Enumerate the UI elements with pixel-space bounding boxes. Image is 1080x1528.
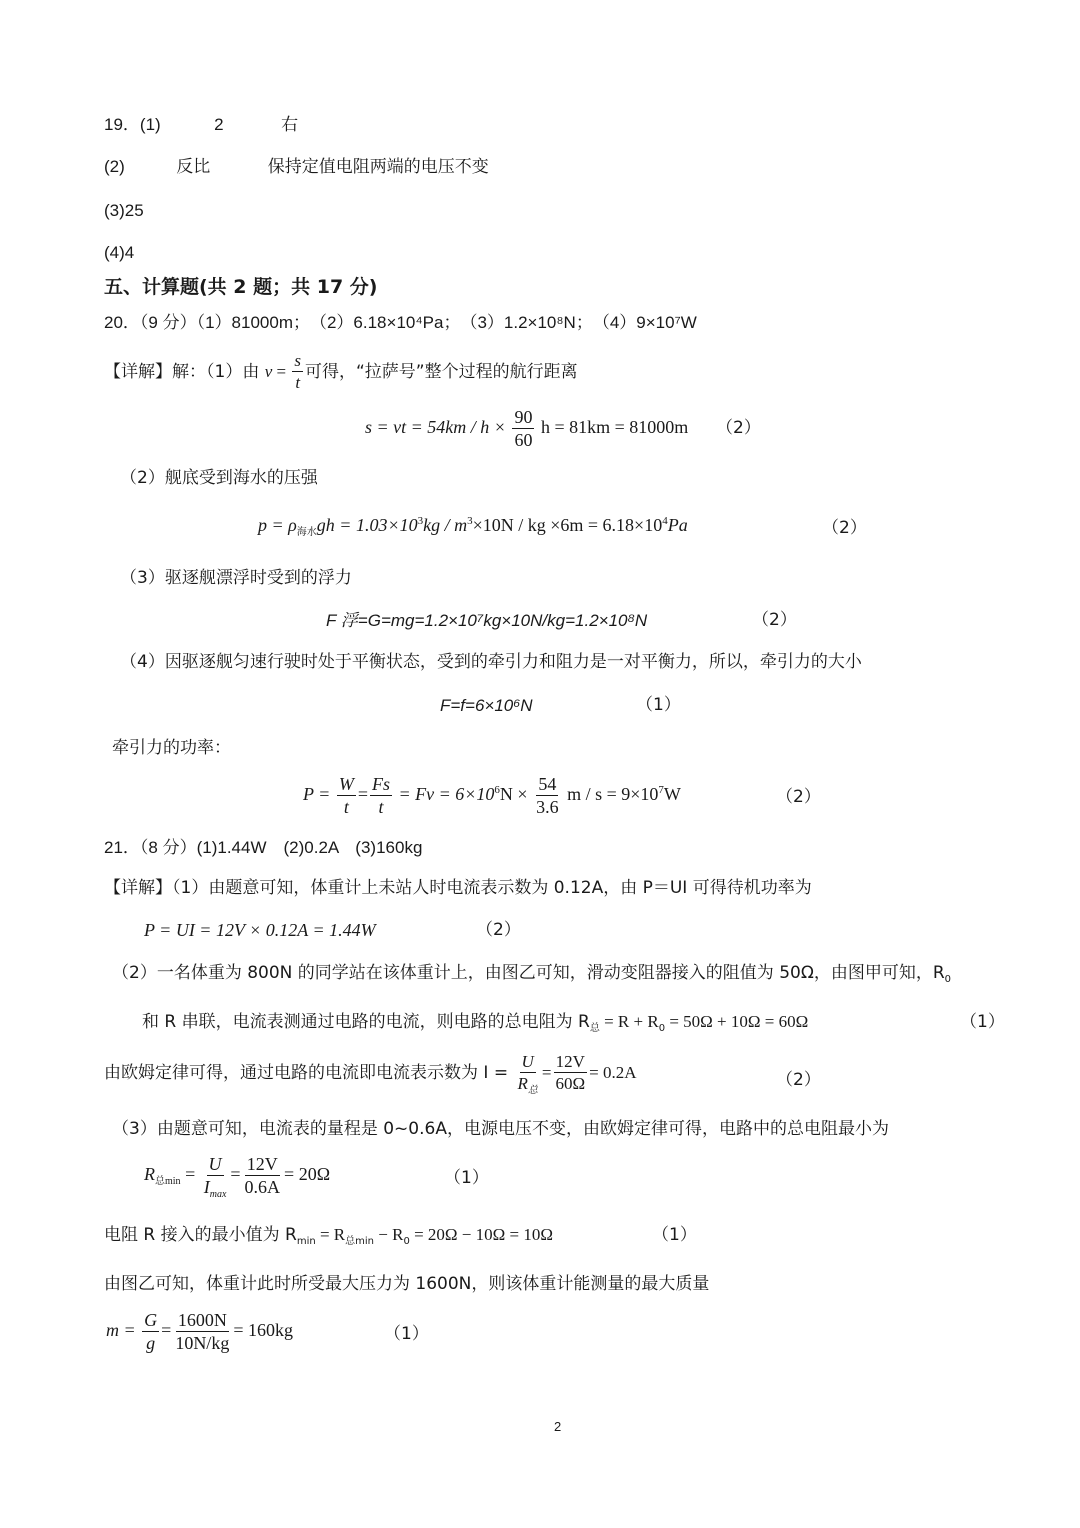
q21-part3 <box>142 1012 809 1034</box>
frac-num: U <box>521 1052 534 1071</box>
score-mark: （1） <box>444 1168 489 1188</box>
q21-part4 <box>104 1052 637 1096</box>
q19-answer-1b: 右 <box>281 115 299 134</box>
q19-line4: (4)4 <box>104 243 135 262</box>
frac-den <box>202 1176 229 1200</box>
q20-eq2-sup3: 4 <box>662 515 668 527</box>
score-mark: （1） <box>960 1012 1005 1032</box>
q21-part2 <box>112 963 951 985</box>
frac-den-sub: max <box>209 1188 227 1200</box>
q20-eq4: F=f=6×10⁶N <box>440 696 533 715</box>
q21-eq6-frac2 <box>243 1155 283 1197</box>
q21-part3-sub1: 总 <box>589 1023 600 1034</box>
q20-eq2-sub: 海水 <box>296 527 317 538</box>
q21-eq9-a: m = <box>106 1320 136 1341</box>
frac-num: 1600N <box>177 1310 227 1330</box>
frac-den: 60Ω <box>555 1073 586 1093</box>
frac-num: 12V <box>246 1154 278 1174</box>
q20-eq5-sup1: 6 <box>494 784 500 797</box>
q21-part7 <box>104 1225 553 1247</box>
q21-detail-1: 【详解】（1）由题意可知，体重计上未站人时电流表示数为 0.12A，由 P＝UI 可得待机功率为 <box>104 878 812 898</box>
q21-part7-sub2: 总min <box>345 1236 374 1247</box>
score-mark: （2） <box>776 1070 821 1090</box>
q19-answer-1a: 2 <box>214 115 224 134</box>
frac-num: Fs <box>371 774 390 794</box>
q21-part7-sub3: 0 <box>403 1236 410 1247</box>
q21-part7-b: = R <box>315 1225 346 1244</box>
section-heading: 五、计算题(共 2 题；共 17 分) <box>104 276 378 298</box>
q21-part7-a: 电阻 R 接入的最小值为 R <box>104 1225 297 1245</box>
q20-eq5-d: m / s = 9×10 <box>567 784 659 805</box>
q21-part4-equals: = <box>541 1062 552 1082</box>
q21-part7-d: = 20Ω − 10Ω = 10Ω <box>409 1225 553 1244</box>
q21-part7-c: − R <box>374 1225 404 1244</box>
q21-summary: 21．（8 分）(1)1.44W (2)0.2A (3)160kg <box>104 838 423 857</box>
q20-eq5-e: W <box>663 784 681 805</box>
q20-eq3: F 浮=G=mg=1.2×10⁷kg×10N/kg=1.2×10⁸N <box>326 611 648 630</box>
q20-eq5-frac1 <box>337 775 356 817</box>
q21-part3-a: 和 R 串联，电流表测通过电路的电流，则电路的总电阻为 R <box>142 1012 590 1032</box>
q21-eq6-equals-2: = <box>230 1164 241 1185</box>
q19-line2 <box>104 158 489 175</box>
q21-eq6-b: = 20Ω <box>284 1164 331 1185</box>
q20-detail-text-b: 可得，“拉萨号”整个过程的航行距离 <box>305 361 578 382</box>
frac-num: U <box>208 1154 222 1174</box>
q21-part7-sub1: min <box>296 1236 316 1247</box>
q21-eq6-frac1 <box>202 1154 229 1200</box>
q21-eq6-equals: = <box>185 1164 196 1185</box>
q20-eq2 <box>258 515 688 538</box>
frac-den: 10N/kg <box>175 1332 230 1353</box>
frac-num: G <box>144 1310 158 1330</box>
score-mark: （1） <box>384 1324 429 1344</box>
frac-den <box>515 1073 539 1096</box>
q21-part4-a: 由欧姆定律可得，通过电路的电流即电流表示数为 I = <box>104 1062 509 1083</box>
q21-eq6 <box>144 1154 331 1200</box>
q19-line1 <box>104 116 298 133</box>
q21-part3-b: = R + R <box>599 1012 659 1031</box>
page-number: 2 <box>554 1419 562 1434</box>
frac-den-R: R <box>517 1073 528 1093</box>
q19-answer-2a: 反比 <box>176 157 211 176</box>
frac-num: W <box>338 774 354 794</box>
q20-eq1-right: h = 81km = 81000m <box>540 417 689 438</box>
q21-part4-frac2 <box>553 1053 587 1093</box>
frac-den: g <box>146 1332 156 1353</box>
q20-var-v: v <box>264 361 273 381</box>
q20-eq5-sup2: 7 <box>658 784 664 797</box>
q21-part3-c: = 50Ω + 10Ω = 60Ω <box>665 1012 809 1031</box>
q21-part4-frac1 <box>515 1052 539 1096</box>
q20-eq1-frac <box>512 408 534 450</box>
q21-eq9 <box>106 1311 293 1353</box>
q21-part2-text: （2）一名体重为 800N 的同学站在该体重计上，由图乙可知，滑动变阻器接入的阻值为 50Ω，由图甲可知，R <box>112 963 945 983</box>
q20-part3: （3）驱逐舰漂浮时受到的浮力 <box>120 568 352 588</box>
q20-eq5-b: = Fv = 6×10 <box>398 784 495 805</box>
frac-num: 54 <box>538 774 557 794</box>
q21-part3-sub2: 0 <box>658 1023 666 1034</box>
score-mark: （2） <box>752 610 797 630</box>
q21-eq6-sub: 总min <box>155 1176 181 1188</box>
frac-num: 12V <box>555 1052 585 1071</box>
frac-den-I: I <box>203 1176 210 1197</box>
frac-den-sub: 总 <box>527 1084 538 1096</box>
q20-eq5 <box>303 775 681 817</box>
q20-eq2-sup1: 3 <box>417 515 424 527</box>
q19-line3: (3)25 <box>104 201 144 220</box>
q21-eq9-frac2 <box>173 1311 231 1353</box>
frac-num: s <box>294 351 301 370</box>
q21-eq9-equals: = <box>161 1320 172 1341</box>
frac-den: 0.6A <box>244 1176 281 1197</box>
q19-answer-2b: 保持定值电阻两端的电压不变 <box>267 157 489 176</box>
q21-eq9-frac1 <box>142 1311 159 1353</box>
q20-part5: 牵引力的功率： <box>112 738 231 758</box>
frac-den: t <box>343 796 349 817</box>
detail-label: 【详解】 <box>104 361 172 382</box>
score-mark: （1） <box>636 695 681 715</box>
frac-den: 60 <box>514 429 533 450</box>
q21-part8: 由图乙可知，体重计此时所受最大压力为 1600N，则该体重计能测量的最大质量 <box>104 1274 710 1294</box>
q20-eq2-c: kg / m <box>423 515 468 535</box>
q20-part2: （2）舰底受到海水的压强 <box>120 468 318 488</box>
q20-eq1-left: s = vt = 54km / h × <box>365 417 506 438</box>
q20-eq2-d: ×10N / kg ×6m = 6.18×10 <box>472 515 663 535</box>
q20-detail-intro: 【详解】解：（1）由 v = $\frac{s}{t}$ 可得，“拉萨号”整个过程的航行距离 <box>104 351 578 392</box>
q20-eq5-frac3 <box>534 775 561 817</box>
q20-eq2-sup2: 3 <box>467 515 473 527</box>
q21-part4-b: = 0.2A <box>589 1062 637 1082</box>
score-mark: （1） <box>652 1225 697 1245</box>
q20-detail-text-a: 解：（1）由 <box>172 361 260 382</box>
frac-den: 3.6 <box>536 796 559 817</box>
q20-part4: （4）因驱逐舰匀速行驶时处于平衡状态，受到的牵引力和阻力是一对平衡力，所以，牵引力的大小 <box>120 652 862 672</box>
score-mark: （2） <box>822 518 867 538</box>
q20-frac-st <box>292 352 303 392</box>
score-mark: （2） <box>716 418 761 438</box>
q20-summary: 20．（9 分）（1）81000m； （2）6.18×10⁴Pa； （3）1.2×10⁸N； （4）9×10⁷W <box>104 313 697 332</box>
q20-eq5-a: P = <box>303 784 331 805</box>
q20-eq5-frac2 <box>370 775 392 817</box>
q20-eq5-equals: = <box>357 784 368 805</box>
q19-sub2-number: (2) <box>104 157 125 176</box>
q21-part2-sub: 0 <box>944 974 951 985</box>
q21-eq6-R: R <box>144 1164 155 1185</box>
frac-den: t <box>378 796 384 817</box>
q20-eq2-b: gh = 1.03×10 <box>316 515 418 535</box>
q20-eq1 <box>365 408 688 450</box>
q21-eq9-b: = 160kg <box>233 1320 293 1341</box>
frac-num: 90 <box>514 407 533 427</box>
q19-number: 19．(1) <box>104 115 161 134</box>
q20-eq2-a: p = ρ <box>258 515 297 535</box>
score-mark: （2） <box>776 787 821 807</box>
q21-eq1: P = UI = 12V × 0.12A = 1.44W <box>144 920 376 940</box>
q20-eq2-e: Pa <box>667 515 688 535</box>
q20-eq5-c: N × <box>499 784 528 805</box>
q21-part5: （3）由题意可知，电流表的量程是 0~0.6A，电源电压不变，由欧姆定律可得，电路中的总电阻最小为 <box>112 1119 889 1139</box>
frac-den: t <box>295 372 301 392</box>
score-mark: （2） <box>476 920 521 940</box>
